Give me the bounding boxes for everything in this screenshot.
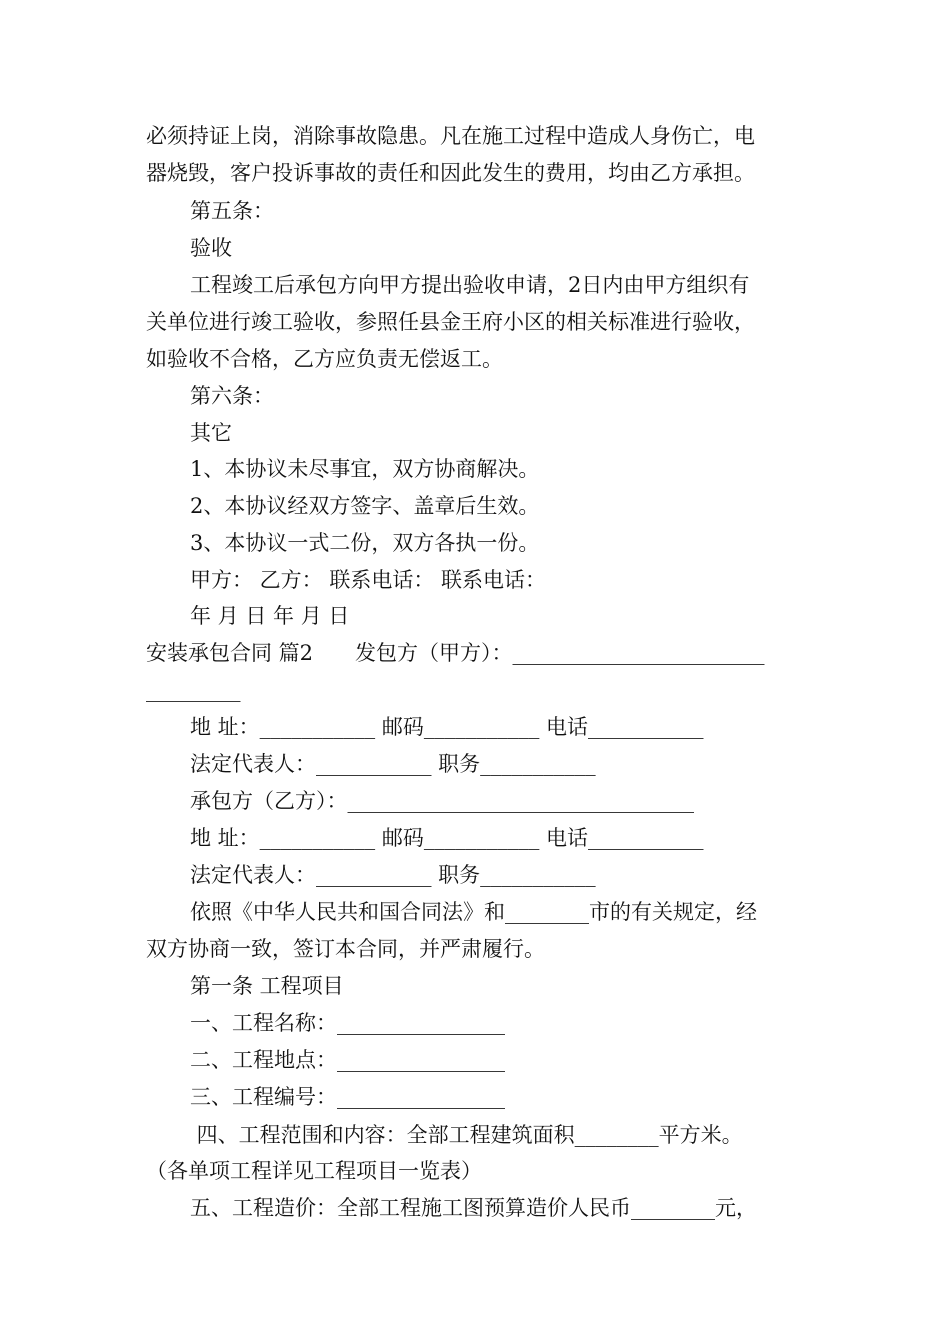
text-line: （各单项工程详见工程项目一览表） [146, 1159, 482, 1183]
text-line: 双方协商一致，签订本合同，并严肃履行。 [146, 937, 545, 961]
section-title: 其它 [190, 421, 232, 445]
form-line: 承包方（乙方）：_________________________________ [190, 789, 694, 813]
form-line: 法定代表人：___________ 职务___________ [190, 863, 596, 887]
date-line: 年 月 日 年 月 日 [190, 604, 350, 628]
contract-title-line: 安装承包合同 篇2 发包方（甲方）：________________________ [146, 641, 765, 665]
signature-line: 甲方： 乙方： 联系电话： 联系电话： [190, 568, 547, 592]
text-line: 工程竣工后承包方向甲方提出验收申请，2日内由甲方组织有 [190, 273, 750, 297]
text-line: 必须持证上岗，消除事故隐患。凡在施工过程中造成人身伤亡，电 [146, 124, 755, 148]
text-line: 四、工程范围和内容：全部工程建筑面积________平方米。 [190, 1123, 743, 1147]
text-line: 五、工程造价：全部工程施工图预算造价人民币________元， [190, 1196, 757, 1220]
form-line: 一、工程名称：________________ [190, 1011, 505, 1035]
list-item: 2、本协议经双方签字、盖章后生效。 [190, 494, 540, 518]
section-heading: 第六条： [190, 384, 274, 408]
section-heading: 第一条 工程项目 [190, 974, 344, 998]
form-line: 三、工程编号：________________ [190, 1085, 505, 1109]
list-item: 3、本协议一式二份，双方各执一份。 [190, 531, 540, 555]
text-line: 器烧毁，客户投诉事故的责任和因此发生的费用，均由乙方承担。 [146, 161, 755, 185]
form-line: 法定代表人：___________ 职务___________ [190, 752, 596, 776]
form-line: 地 址：___________ 邮码___________ 电话___________ [190, 826, 704, 850]
text-line: 如验收不合格，乙方应负责无偿返工。 [146, 347, 503, 371]
list-item: 1、本协议未尽事宜，双方协商解决。 [190, 457, 540, 481]
section-title: 验收 [190, 236, 232, 260]
text-line: 依照《中华人民共和国合同法》和________市的有关规定，经 [190, 900, 757, 924]
blank-line: _________ [146, 678, 241, 702]
form-line: 地 址：___________ 邮码___________ 电话___________ [190, 715, 704, 739]
section-heading: 第五条： [190, 199, 274, 223]
text-line: 关单位进行竣工验收，参照任县金王府小区的相关标准进行验收， [146, 310, 755, 334]
form-line: 二、工程地点：________________ [190, 1048, 505, 1072]
